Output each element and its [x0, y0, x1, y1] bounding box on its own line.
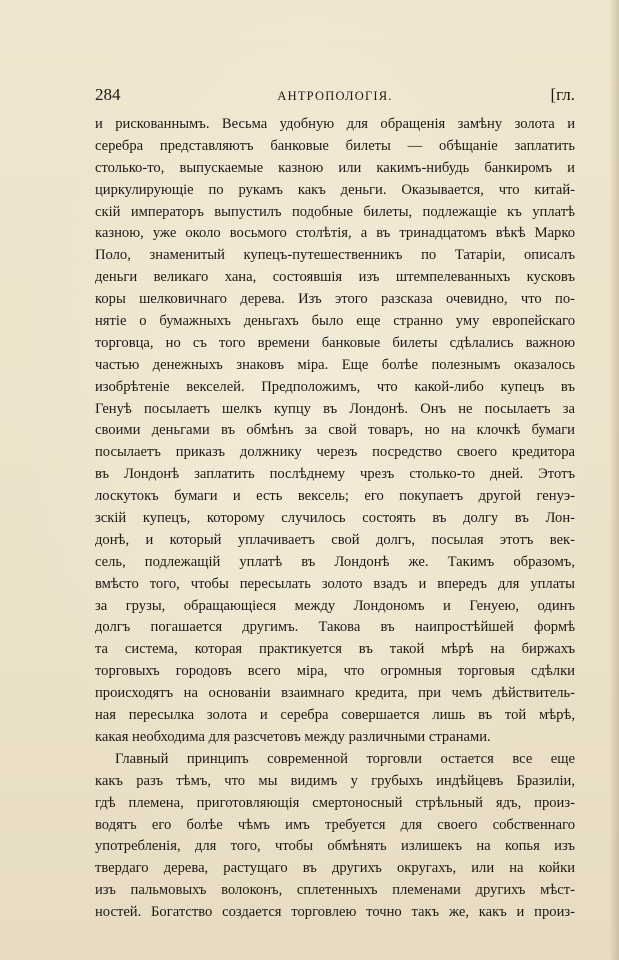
text-line: Поло, знаменитый купецъ-путешественникъ по Татаріи, описалъ: [95, 247, 575, 264]
text-line: посылаетъ приказъ должнику черезъ посредство своего кредитора: [95, 444, 575, 461]
text-line: за грузы, обращающіеся между Лондономъ и Генуею, одинъ: [95, 597, 575, 614]
text-line: въ Лондонѣ заплатить послѣднему чрезъ столько-то дней. Этотъ: [95, 466, 575, 483]
text-line: частью денежныхъ знаковъ міра. Еще болѣе полезнымъ оказалось: [95, 356, 575, 373]
running-head: АНТРОПОЛОГІЯ.: [277, 89, 393, 103]
text-line: долгъ погашается другимъ. Такова въ наипростѣйшей формѣ: [95, 619, 575, 636]
text-line: и рискованнымъ. Весьма удобную для обращенія замѣну золота и: [95, 116, 575, 132]
text-line: сель, подлежащій уплатѣ въ Лондонѣ же. Такимъ образомъ,: [95, 553, 575, 570]
text-line: употребленія, для того, чтобы обмѣнять излишекъ на копья изъ: [95, 838, 575, 855]
text-line: водятъ его болѣе чѣмъ имъ требуется для своего собственнаго: [95, 816, 575, 833]
text-line: Генуѣ посылаетъ шелкъ купцу въ Лондонѣ. Онъ не посылаетъ за: [95, 400, 575, 417]
text-line: гдѣ племена, приготовляющія смертоносный стрѣльный ядъ, произ-: [95, 794, 575, 811]
text-line-paragraph-end: какая необходима для разсчетовъ между различными странами.: [95, 728, 491, 745]
text-line: лоскутокъ бумаги и есть вексель; его покупаетъ другой генуэ-: [95, 488, 575, 505]
page-header: [95, 84, 575, 108]
text-line: коры шелковичнаго дерева. Изъ этого разсказа очевидно, что по-: [95, 291, 575, 308]
chapter-mark: [гл.: [550, 85, 575, 104]
text-line-paragraph-start: Главный принципъ современной торговли остается все еще: [115, 750, 575, 767]
text-line: твердаго дерева, растущаго въ другихъ округахъ, или на койки: [95, 860, 575, 877]
text-line: столько-то, выпускаемые казною или какимъ-нибудь банкиромъ и: [95, 159, 575, 176]
page-number: 284: [95, 85, 121, 104]
text-line: происходятъ на основаніи взаимнаго кредита, при чемъ дѣйствитель-: [95, 685, 575, 702]
text-line: ностей. Богатство создается торговлею точно такъ же, какъ и произ-: [95, 904, 575, 921]
text-line: серебра представляютъ банковые билеты — обѣщаніе заплатить: [95, 137, 575, 154]
page-edge-shadow: [609, 0, 619, 960]
text-line: своими деньгами въ обмѣнъ за свой товаръ, но на клочкѣ бумаги: [95, 422, 575, 439]
text-line: ная пересылка золота и серебра совершается лишь въ той мѣрѣ,: [95, 707, 575, 724]
text-line: нятіе о бумажныхъ деньгахъ было еще странно уму европейскаго: [95, 313, 575, 330]
text-line: казною, уже около восьмого столѣтія, а въ тринадцатомъ вѣкѣ Марко: [95, 225, 575, 242]
text-line: торговыхъ городовъ всего міра, что огромныя торговыя сдѣлки: [95, 663, 575, 680]
text-line: донѣ, и который уплачиваетъ свой долгъ, посылая этотъ век-: [95, 531, 575, 548]
text-line: та система, которая практикуется въ такой мѣрѣ на биржахъ: [95, 641, 575, 658]
text-line: скій императоръ выпустилъ подобные билеты, подлежащіе къ уплатѣ: [95, 203, 575, 220]
text-line: деньги великаго хана, состоявшія изъ штемпелеванныхъ кусковъ: [95, 269, 575, 286]
body-text: [95, 114, 575, 924]
text-line: циркулирующіе по рукамъ какъ деньги. Оказывается, что китай-: [95, 181, 575, 198]
text-line: зскій купецъ, которому случилось состоять въ долгу въ Лон-: [95, 510, 575, 527]
text-line: изъ пальмовыхъ волоконъ, сплетенныхъ племенами другихъ мѣст-: [95, 882, 575, 899]
text-line: изобрѣтеніе векселей. Предположимъ, что какой-либо купецъ въ: [95, 378, 575, 395]
text-line: торговца, но съ того времени банковые билеты сдѣлались важною: [95, 334, 575, 351]
text-line: какъ разъ тѣмъ, что мы видимъ у грубыхъ индѣйцевъ Бразиліи,: [95, 772, 575, 789]
text-line: вмѣсто того, чтобы пересылать золото взадъ и впередъ для уплаты: [95, 575, 575, 592]
